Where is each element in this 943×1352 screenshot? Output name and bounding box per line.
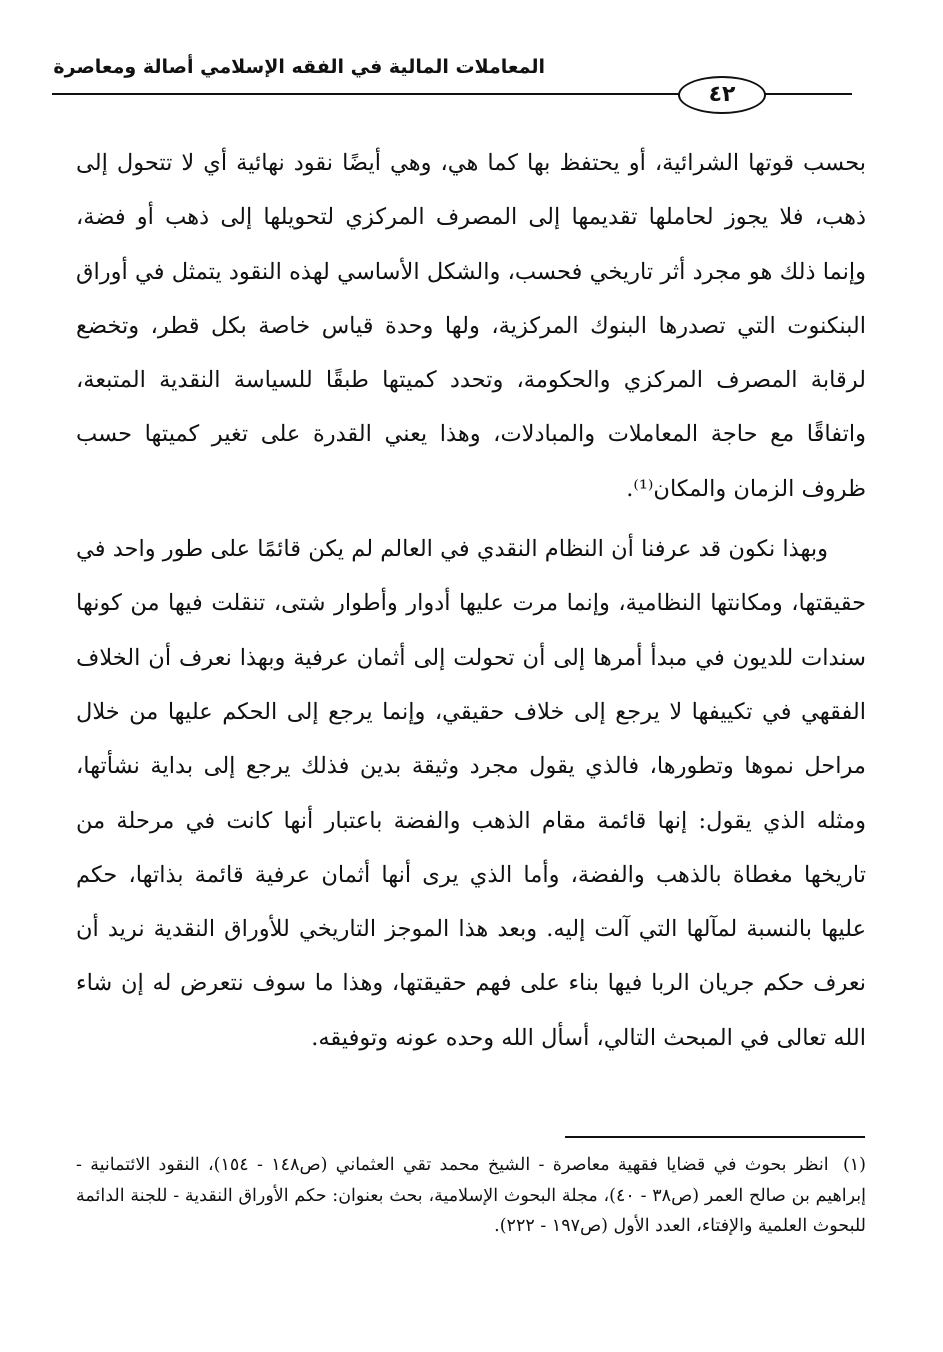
footnote-marker: (١)	[842, 1155, 866, 1175]
body-paragraph: وبهذا نكون قد عرفنا أن النظام النقدي في العالم لم يكن قائمًا على طور واحد في حقيقتها، ومكانتها النظامية، وإنما مرت عليها أدوار وأطوار شتى، تنقلت فيها من كونها سندات للديون في مبدأ أمرها إلى أن تحولت إلى أثمان عرفية وبهذا نعرف أن الخلاف الفقهي في تكييفها لا يرجع إلى خلاف حقيقي، وإنما يرجع إلى الحكم عليها من خلال مراحل نموها وتطورها، فالذي يقول مجرد وثيقة بدين فذلك يرجع إلى بداية نشأتها، ومثله الذي يقول: إنها قائمة مقام الذهب والفضة باعتبار أنها كانت في مرحلة من تاريخها مغطاة بالذهب والفضة، وأما الذي يرى أنها أثمان عرفية قائمة بذاتها، حكم عليها بالنسبة لمآلها التي آلت إليه. وبعد هذا الموجز التاريخي للأوراق النقدية نريد أن نعرف حكم جريان الربا فيها بناء على فهم حقيقتها، وهذا ما سوف نتعرض له إن شاء الله تعالى في المبحث التالي، أسأل الله وحده عونه وتوفيقه.	[76, 536, 866, 1051]
body-paragraph: بحسب قوتها الشرائية، أو يحتفظ بها كما هي، وهي أيضًا نقود نهائية أي لا تتحول إلى ذهب، فلا يجوز لحاملها تقديمها إلى المصرف المركزي لتحويلها إلى ذهب أو فضة، وإنما ذلك هو مجرد أثر تاريخي فحسب، والشكل الأساسي لهذه النقود يتمثل في أوراق البنكنوت التي تصدرها البنوك المركزية، ولها وحدة قياس خاصة بكل قطر، وتخضع لرقابة المصرف المركزي والحكومة، وتحدد كميتها طبقًا للسياسة النقدية المتبعة، واتفاقًا مع حاجة المعاملات والمبادلات، وهذا يعني القدرة على تغير كميتها حسب ظروف الزمان والمكان⁽¹⁾.	[76, 150, 866, 502]
running-header-title: المعاملات المالية في الفقه الإسلامي أصالة ومعاصرة	[53, 56, 545, 78]
page-number: ٤٢	[678, 76, 766, 114]
footnotes	[76, 1150, 866, 1242]
footnote-text: انظر بحوث في قضايا فقهية معاصرة - الشيخ محمد تقي العثماني (ص١٤٨ - ١٥٤)، النقود الائتمانية - إبراهيم بن صالح العمر (ص٣٨ - ٤٠)، مجلة البحوث الإسلامية، بحث بعنوان: حكم الأوراق النقدية - للجنة الدائمة للبحوث العلمية والإفتاء، العدد الأول (ص١٩٧ - ٢٢٢).	[76, 1155, 866, 1236]
footnote-separator	[565, 1136, 865, 1138]
footnote-item	[76, 1150, 866, 1242]
body-text	[76, 136, 866, 1071]
